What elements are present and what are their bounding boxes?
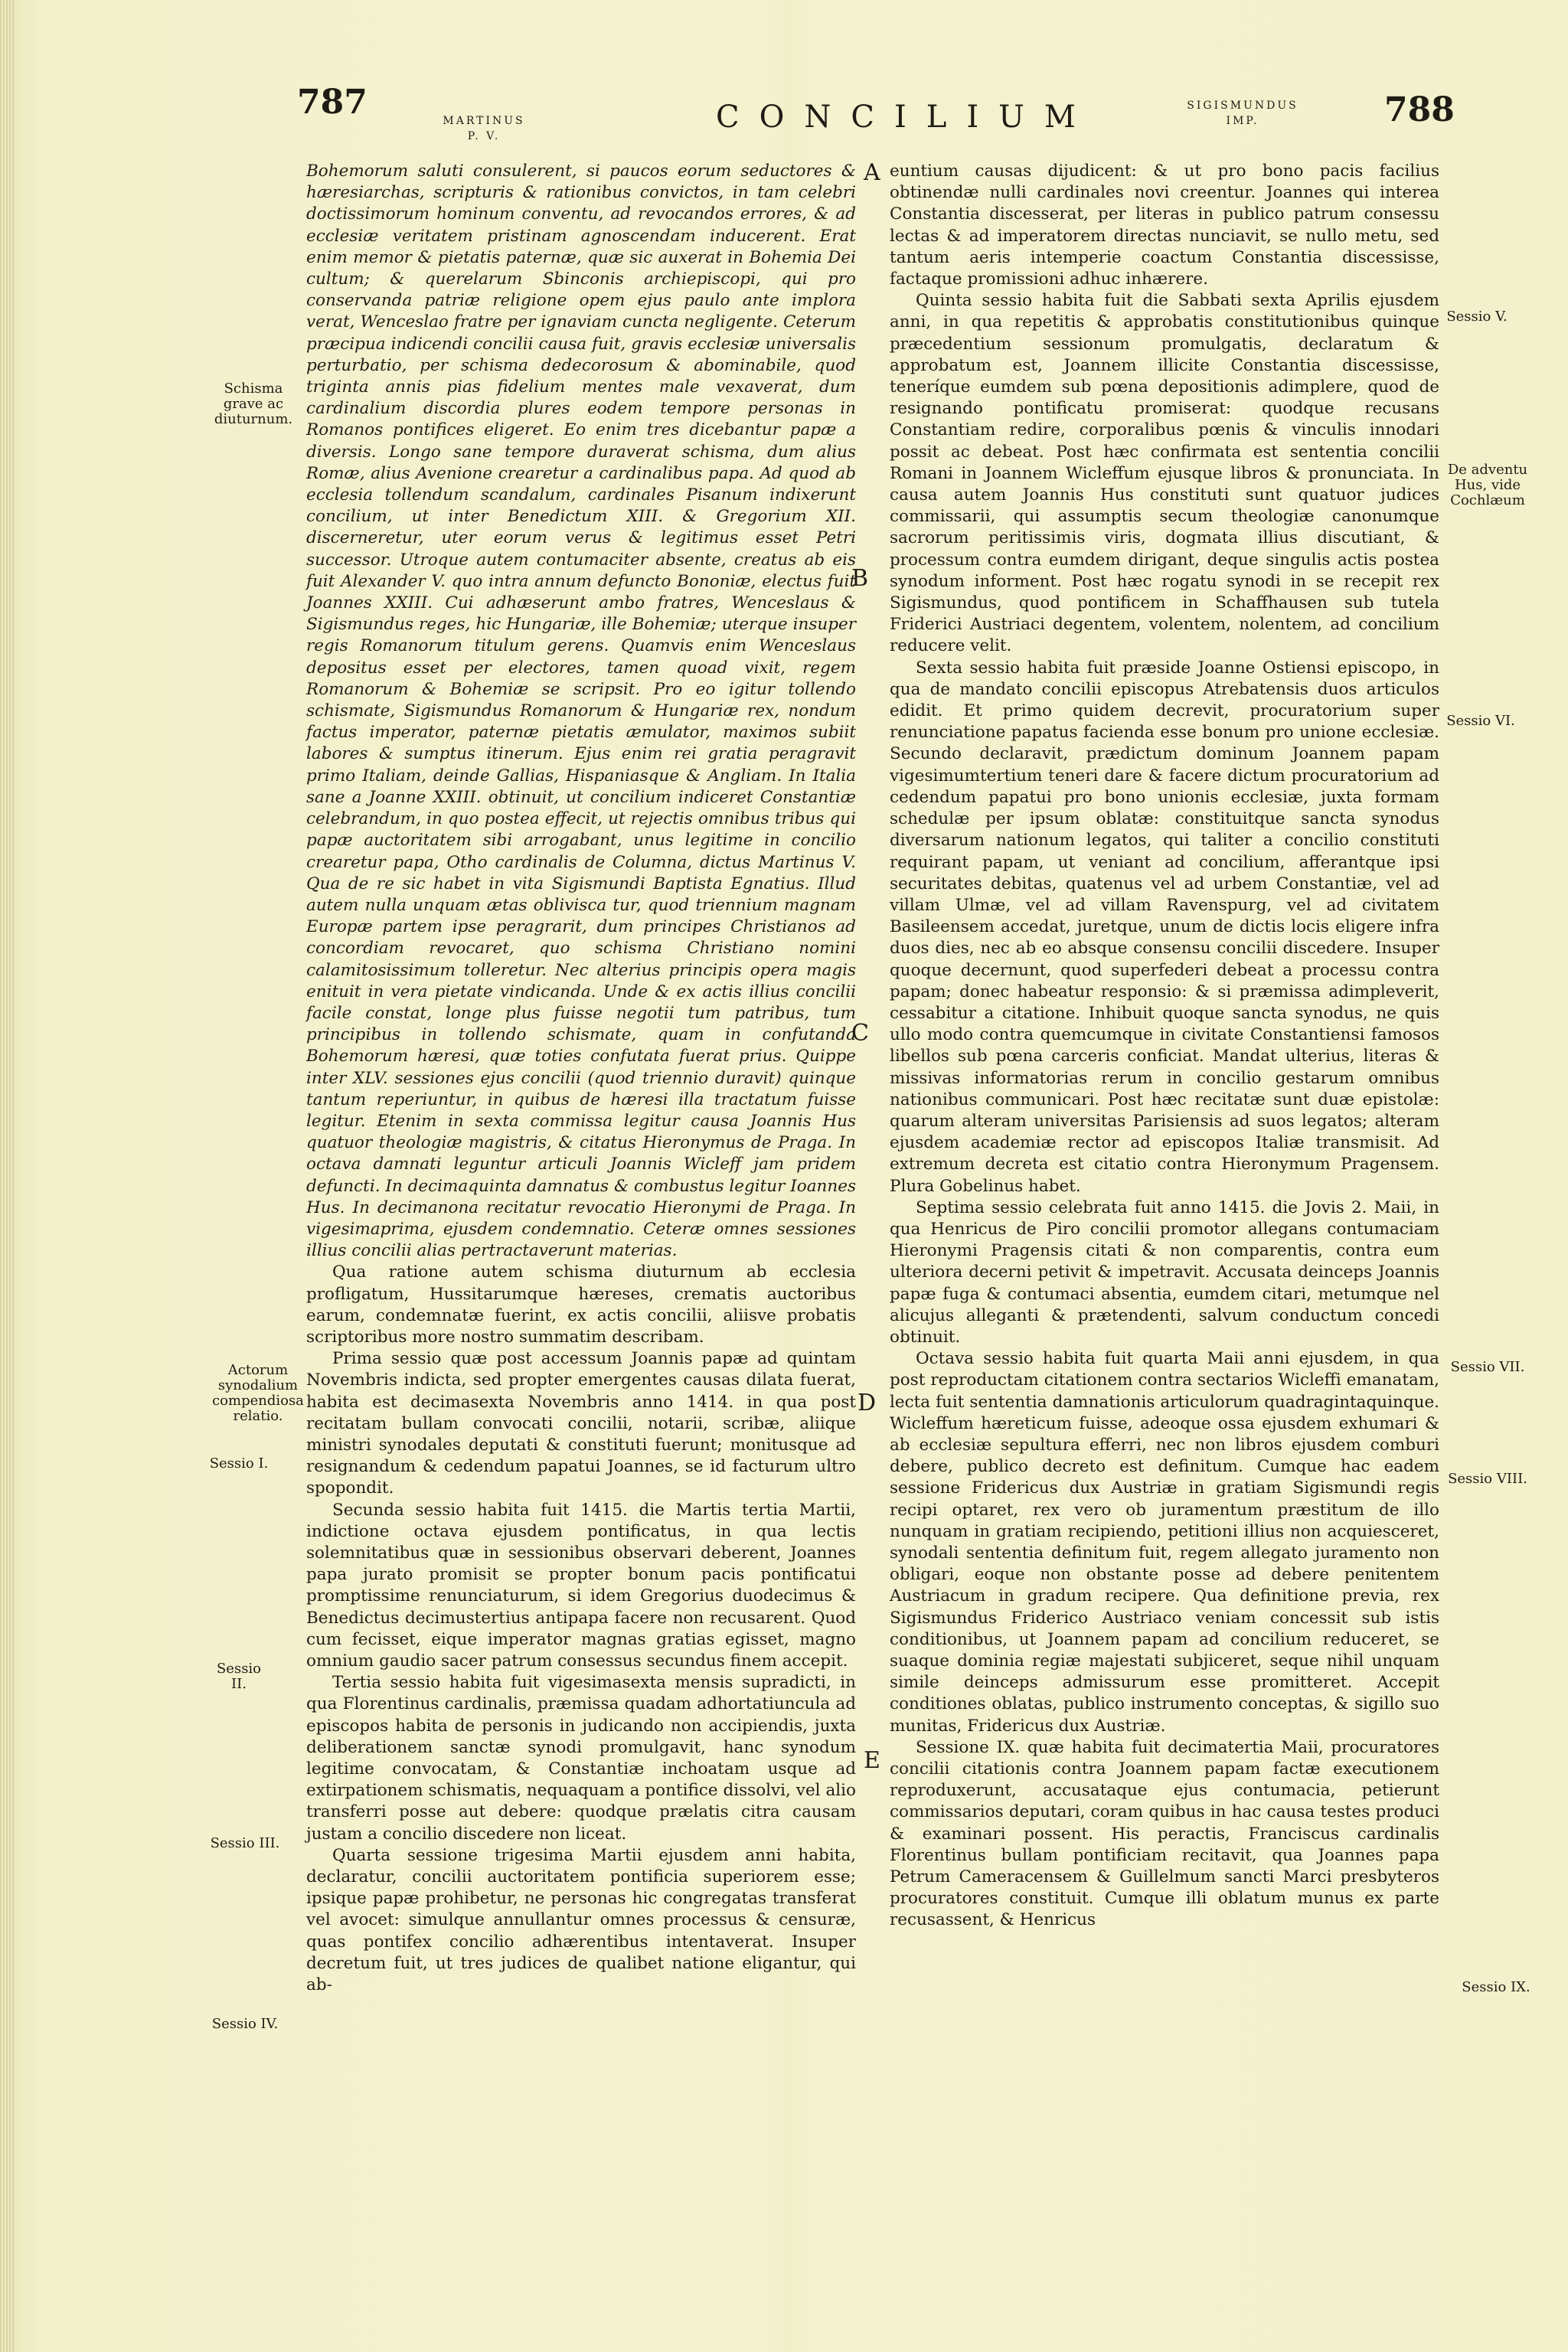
- margin-note: Sessio III.: [210, 1835, 280, 1851]
- body-paragraph: Qua ratione autem schisma diuturnum ab ecclesia profligatum, Hussitarumque hæreses, crematis auctoribus earum, condemnatæ fuerint, ex actis concilii, aliisve probatis scriptoribus more nostro summatim describam.: [306, 1263, 856, 1347]
- margin-note: Sessio II.: [216, 1661, 262, 1692]
- margin-note: Sessio IX.: [1462, 1979, 1530, 1995]
- page-title: CONCILIUM: [716, 100, 1096, 135]
- left-page-number: 787: [297, 83, 368, 122]
- margin-note: Actorum synodalium compendiosa relatio.: [212, 1362, 304, 1424]
- margin-note: De adventu Hus, vide Cochlæum: [1447, 462, 1528, 508]
- body-paragraph: Quinta sessio habita fuit die Sabbati sexta Aprilis ejusdem anni, in qua repetitis & approbatis constitutionibus quinque præcedentium sessionum promulgatis, declaratum & approbatum est, Joannem illicite Constantia discessisse, teneríque eumdem sub pœna depositionis adimplere, quod de resignando pontificatu promiserat: quodque recusans Constantiam redire, corporalibus pœnis & vinculis innodari possit ac debeat. Post hæc confirmata est sententia concilii Romani in Joannem Wicleffum ejusque libros & pronunciata. In causa autem Joannis Hus constituti sunt quatuor judices commissarii, qui assumptis secum theologiæ canonumque sacrorum peritissimis viris, dogmata illius discutiant, & processum contra eumdem dirigant, deque singulis actis postea synodum informent. Post hæc rogatu synodi in se recepit rex Sigismundus, quod pontificem in Schaffhausen sub tutela Friderici Austriaci degentem, volentem, nolentem, ad concilium reducere velit.: [890, 291, 1439, 656]
- body-paragraph: euntium causas dijudicent: & ut pro bono pacis facilius obtinendæ nulli cardinales novi creentur. Joannes qui interea Constantia discesserat, per literas in publico patrum consessu lectas & ad imperatorem directas nunciavit, se nullo metu, sed tantum aeris intemperie coactum Constantia discessisse, factaque promissioni adhuc inhærere.: [890, 162, 1439, 289]
- margin-note: Sessio IV.: [211, 2016, 279, 2032]
- body-paragraph: Quarta sessione trigesima Martii ejusdem anni habita, declaratur, concilii auctoritatem pontificia superiorem esse; ipsique papæ prohibetur, ne personas hic congregatas transferat vel avocet: simulque annullantur omnes processus & censuræ, quas pontifex concilio adhærentibus intentaverat. Insuper decretum fuit, ut tres judices de qualibet natione eligantur, qui ab-: [306, 1845, 856, 1995]
- left-text-column: [306, 161, 856, 1996]
- running-title-line: SIGISMUNDUS: [1187, 100, 1298, 112]
- right-text-column: [890, 161, 1439, 1932]
- margin-note: Sessio VI.: [1446, 713, 1515, 729]
- margin-note: Sessio I.: [209, 1455, 269, 1472]
- running-title-line: IMP.: [1226, 115, 1259, 127]
- margin-note: Sessio V.: [1446, 309, 1508, 325]
- intro-paragraph: Bohemorum saluti consulerent, si paucos eorum seductores & hæresiarchas, scripturis & rationibus convictos, in tam celebri doctissimorum hominum conventu, ad revocandos errores, & ad ecclesiæ veritatem pristinam agnoscendam inducerent. Erat enim memor & pietatis paternæ, quæ sic auxerat in Bohemia Dei cultum; & querelarum Sbinconis archiepiscopi, qui pro conservanda patriæ religione opem ejus paulo ante implora verat, Wenceslao fratre per ignaviam cuncta negligente. Ceterum præcipua indicendi concilii causa fuit, gravis ecclesiæ universalis perturbatio, per schisma dedecorosum & abominabile, quod triginta annis pias fidelium mentes male vexaverat, dum cardinalium discordia plures eodem tempore personas in Romanos pontifices eligeret. Eo enim tres dicebantur papæ a diversis. Longo sane tempore duraverat schisma, dum alius Romæ, alius Avenione crearetur a cardinalibus papa. Ad quod ab ecclesia tollendum scandalum, cardinales Pisanum indixerunt concilium, ut inter Benedictum XIII. & Gregorium XII. discerneretur, uter eorum verus & legitimus esset Petri successor. Utroque autem contumaciter absente, creatus ab eis fuit Alexander V. quo intra annum defuncto Bononiæ, electus fuit Joannes XXIII. Cui adhæserunt ambo fratres, Wenceslaus & Sigismundus reges, hic Hungariæ, ille Bohemiæ; uterque insuper regis Romanorum titulum gerens. Quamvis enim Wenceslaus depositus esset per electores, tamen quoad vixit, regem Romanorum & Bohemiæ se scripsit. Pro eo igitur tollendo schismate, Sigismundus Romanorum & Hungariæ rex, nondum factus imperator, paternæ pietatis æmulator, maximos subiit labores & sumptus itinerum. Ejus enim rei gratia peragravit primo Italiam, deinde Gallias, Hispaniasque & Angliam. In Italia sane a Joanne XXIII. obtinuit, ut concilium indiceret Constantiæ celebrandum, in quo postea effecit, ut rejectis omnibus tribus qui papæ auctoritatem sibi arrogabant, unus legitime in concilio crearetur papa, Otho cardinalis de Columna, dictus Martinus V. Qua de re sic habet in vita Sigismundi Baptista Egnatius. Illud autem nulla unquam ætas oblivisca tur, quod triennium magnam Europæ partem ipse peragrarit, dum principes Christianos ad concordiam revocaret, quo schisma Christiano nomini calamitosissimum tolleretur. Nec alterius principis opera magis enituit in vera pietate vindicanda. Unde & ex actis illius concilii facile constat, longe plus fuisse negotii tum patribus, tum principibus in tollendo schismate, quam in confutanda Bohemorum hæresi, quæ toties confutata fuerat prius. Quippe inter XLV. sessiones ejus concilii (quod triennio duravit) quinque tantum reperiuntur, in quibus de hæresi illa tractatum fuisse legitur. Etenim in sexta commissa legitur causa Joannis Hus quatuor theologiæ magistris, & citatus Hieronymus de Praga. In octava damnati leguntur articuli Joannis Wicleff jam pridem defuncti. In decimaquinta damnatus & combustus legitur Ioannes Hus. In decimanona recitatur revocatio Hieronymi de Praga. In vigesimaprima, ejusdem condemnatio. Ceteræ omnes sessiones illius concilii alias pertractaverunt materias.: [306, 162, 856, 1261]
- right-running-title: [1170, 98, 1315, 129]
- body-paragraph: Prima sessio quæ post accessum Joannis papæ ad quintam Novembris indicta, sed propter emergentes causas dilata fuerat, habita est decimasexta Novembris anno 1414. in qua post recitatam bullam convocati concilii, notarii, scribæ, aliique ministri synodales deputati & constituti fuerunt; monitusque ad resignandum & cedendum papatui Joannes, se id facturum ultro spopondit.: [306, 1349, 856, 1498]
- margin-note: Schisma grave ac diuturnum.: [214, 381, 293, 427]
- body-paragraph: Secunda sessio habita fuit 1415. die Martis tertia Martii, indictione octava ejusdem pontificatus, in qua lectis solemnitatibus quæ in sessionibus observari deberent, Joannes papa jurato promisit se propter bonum pacis pontificatui promptissime renunciaturum, si idem Gregorius duodecimus & Benedictus decimustertius antipapa facere non recusarent. Quod cum fecisset, eique imperator magnas gratias egisset, magno omnium gaudio sacer patrum consessus secundus finem accepit.: [306, 1500, 856, 1671]
- section-letter: E: [864, 1747, 880, 1774]
- body-paragraph: Sexta sessio habita fuit præside Joanne Ostiensi episcopo, in qua de mandato concilii episcopus Atrebatensis duos articulos edidit. Et primo quidem decrevit, procuratorium super renunciatione papatus faciendа esse bonum pro unione ecclesiæ. Secundo declaravit, prædictum dominum Joannem papam vigesimumtertium teneri dare & facere dictum procuratorium ad cedendum papatui pro bono unionis ecclesiæ, juxta formam schedulæ per ipsum oblatæ: constituitque sancta synodus diversarum nationum legatos, qui taliter a concilio constituti requirant papam, ut veniant ad concilium, afferantque ipsi securitates debitas, quatenus vel ad urbem Constantiæ, vel ad villam Ulmæ, vel ad villam Ravenspurg, vel ad civitatem Basileensem accedat, juretque, unum de dictis locis eligere infra duos dies, nec ab eo absque consensu concilii discedere. Insuper quoque decernunt, quod superfederi debeat a processu contra papam; donec habeatur responsio: & si præmissa adimpleverit, cessabitur a citatione. Inhibuit quoque sancta synodus, ne quis ullo modo contra quemcumque in civitate Constantiensi famosos libellos sub pœna carceris conficiat. Mandat ulterius, literas & missivas informatorias rerum in concilio gestarum omnibus nationibus communicari. Post hæc recitatæ sunt duæ epistolæ: quarum alteram universitas Parisiensis ad suos legatos; alteram ejusdem academiæ rector ad episcopos Italiæ transmisit. Ad extremum decreta est citatio contra Hieronymum Pragensem. Plura Gobelinus habet.: [890, 658, 1439, 1196]
- body-paragraph: Septima sessio celebrata fuit anno 1415. die Jovis 2. Maii, in qua Henricus de Piro concilii promotor allegans contumaciam Hieronymi Pragensis citati & non comparentis, contra eum ulteriora decerni petivit & impetravit. Accusata deinceps Joannis papæ fuga & contumaci absentia, eumdem citari, metumque nel alicujus alleganti & prætendenti, salvum conductum concedi obtinuit.: [890, 1197, 1439, 1347]
- section-letter: B: [851, 565, 869, 592]
- running-title-line: P. V.: [467, 130, 501, 142]
- body-paragraph: Tertia sessio habita fuit vigesimasexta mensis supradicti, in qua Florentinus cardinalis, præmissa quadam adhortatiuncula ad episcopos habita de personis in judicando non accipiendis, juxta deliberationem sanctæ synodi promulgavit, hanc synodum legitime convocatam, & Constantiæ inchoatam usque ad extirpationem schismatis, nequaquam a pontifice dissolvi, vel alio transferri posse aut debere: quodque prælatis citra causam justam a concilio discedere non liceat.: [306, 1673, 856, 1844]
- running-title-line: MARTINUS: [443, 115, 525, 127]
- body-paragraph: Sessione IX. quæ habita fuit decimatertia Maii, procuratores concilii citationis contra Joannem papam factæ executionem reproduxerunt, accusataque ejus contumacia, petierunt commissarios deputari, coram quibus in hac causa testes produci & examinari possent. His peractis, Franciscus cardinalis Florentinus bullam pontificiam recitavit, qua Joannes papa Petrum Cameracensem & Guillelmum sancti Marci presbyteros procuratores constituit. Cumque illi oblatum munus ex parte recusassent, & Henricus: [890, 1737, 1439, 1930]
- body-paragraph: Octava sessio habita fuit quarta Maii anni ejusdem, in qua post reproductam citationem contra sectarios Wicleffi emanatam, lecta fuit sententia damnationis articulorum quadragintaquinque. Wicleffum hæreticum fuisse, adeoque ossa ejusdem exhumari & ab ecclesiæ sepultura efferri, nec non libros ejusdem comburi debere, publico decreto est definitum. Cumque hac eadem sessione Fridericus dux Austriæ in gratiam Sigismundi regis recipi optaret, rex vero ob juramentum præstitum de illo nunquam in gratiam recipiendo, petitioni illius non acquiesceret, synodali sententia definitum fuit, regem allegato juramento non obligari, eoque non obstante posse ad debere penitentem Austriacum in gradum recipere. Qua definitione previa, rex Sigismundus Friderico Austriaco veniam concessit sub istis conditionibus, ut Joannem papam ad concilium reduceret, se suaque dominia regiæ majestati subjiceret, seque nihil unquam simile deinceps admissurum esse promitteret. Accepit conditiones oblatas, publico instrumento conceptas, & sigillo suo munitas, Fridericus dux Austriæ.: [890, 1349, 1439, 1736]
- margin-note: Sessio VII.: [1450, 1359, 1525, 1375]
- section-letter: D: [858, 1390, 877, 1416]
- section-letter: C: [851, 1020, 869, 1047]
- margin-note: Sessio VIII.: [1448, 1471, 1527, 1487]
- section-letter: A: [864, 159, 880, 186]
- right-page-number: 788: [1384, 90, 1455, 129]
- page-stack-edge: [0, 0, 14, 2352]
- left-running-title: [438, 113, 530, 144]
